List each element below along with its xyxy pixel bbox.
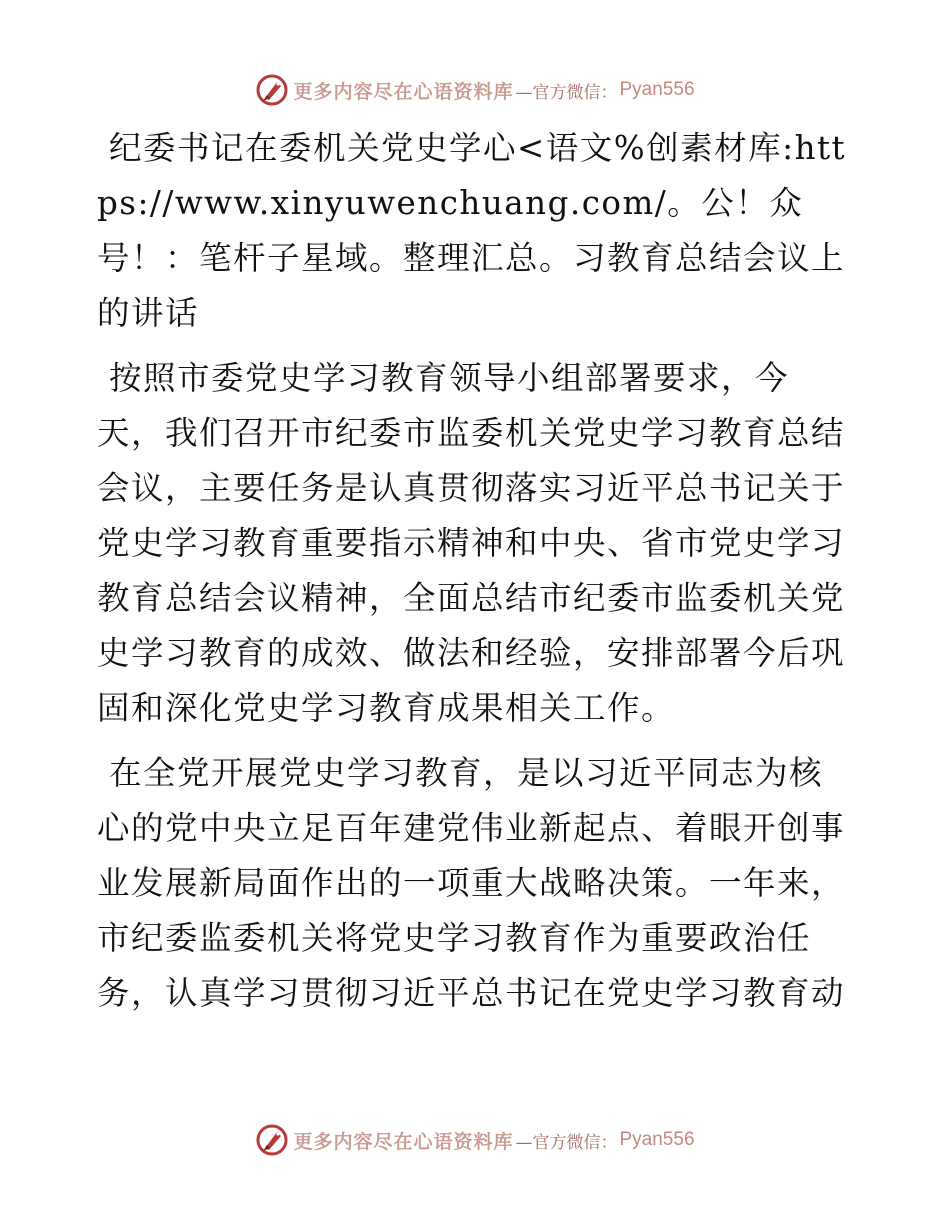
body-paragraph: 在全党开展党史学习教育，是以习近平同志为核心的党中央立足百年建党伟业新起点、着眼开创事业发展新局面作出的一项重大战略决策。一年来，市纪委监委机关将党史学习教育作为重要政治任务，认真学习贯彻习近平总书记在党史学习教育动 [97, 754, 846, 1012]
document-title-paragraph: 纪委书记在委机关党史学心<语文%创素材库:https://www.xinyuwenchuang.com/。公！众号！：笔杆子星域。整理汇总。习教育总结会议上的讲话 [97, 129, 847, 332]
banner-wechat-id: Pyan556 [619, 79, 695, 100]
banner-brand-text: 更多内容尽在心语资料库 [293, 80, 514, 103]
footer-watermark-banner [0, 1120, 950, 1160]
body-paragraph: 按照市委党史学习教育领导小组部署要求，今天，我们召开市纪委市监委机关党史学习教育总结会议，主要任务是认真贯彻落实习近平总书记关于党史学习教育重要指示精神和中央、省市党史学习教育总结会议精神，全面总结市纪委市监委机关党史学习教育的成效、做法和经验，安排部署今后巩固和深化党史学习教育成果相关工作。 [97, 359, 846, 727]
banner-official-label: —官方微信： [515, 1132, 618, 1153]
pen-nib-logo-icon [255, 73, 289, 107]
banner-official-label: —官方微信： [515, 82, 618, 103]
header-watermark-banner [0, 70, 950, 110]
banner-wechat-id: Pyan556 [619, 1129, 695, 1150]
pen-nib-logo-icon [255, 1123, 289, 1157]
banner-brand-text: 更多内容尽在心语资料库 [293, 1130, 514, 1153]
document-body [97, 121, 849, 1031]
